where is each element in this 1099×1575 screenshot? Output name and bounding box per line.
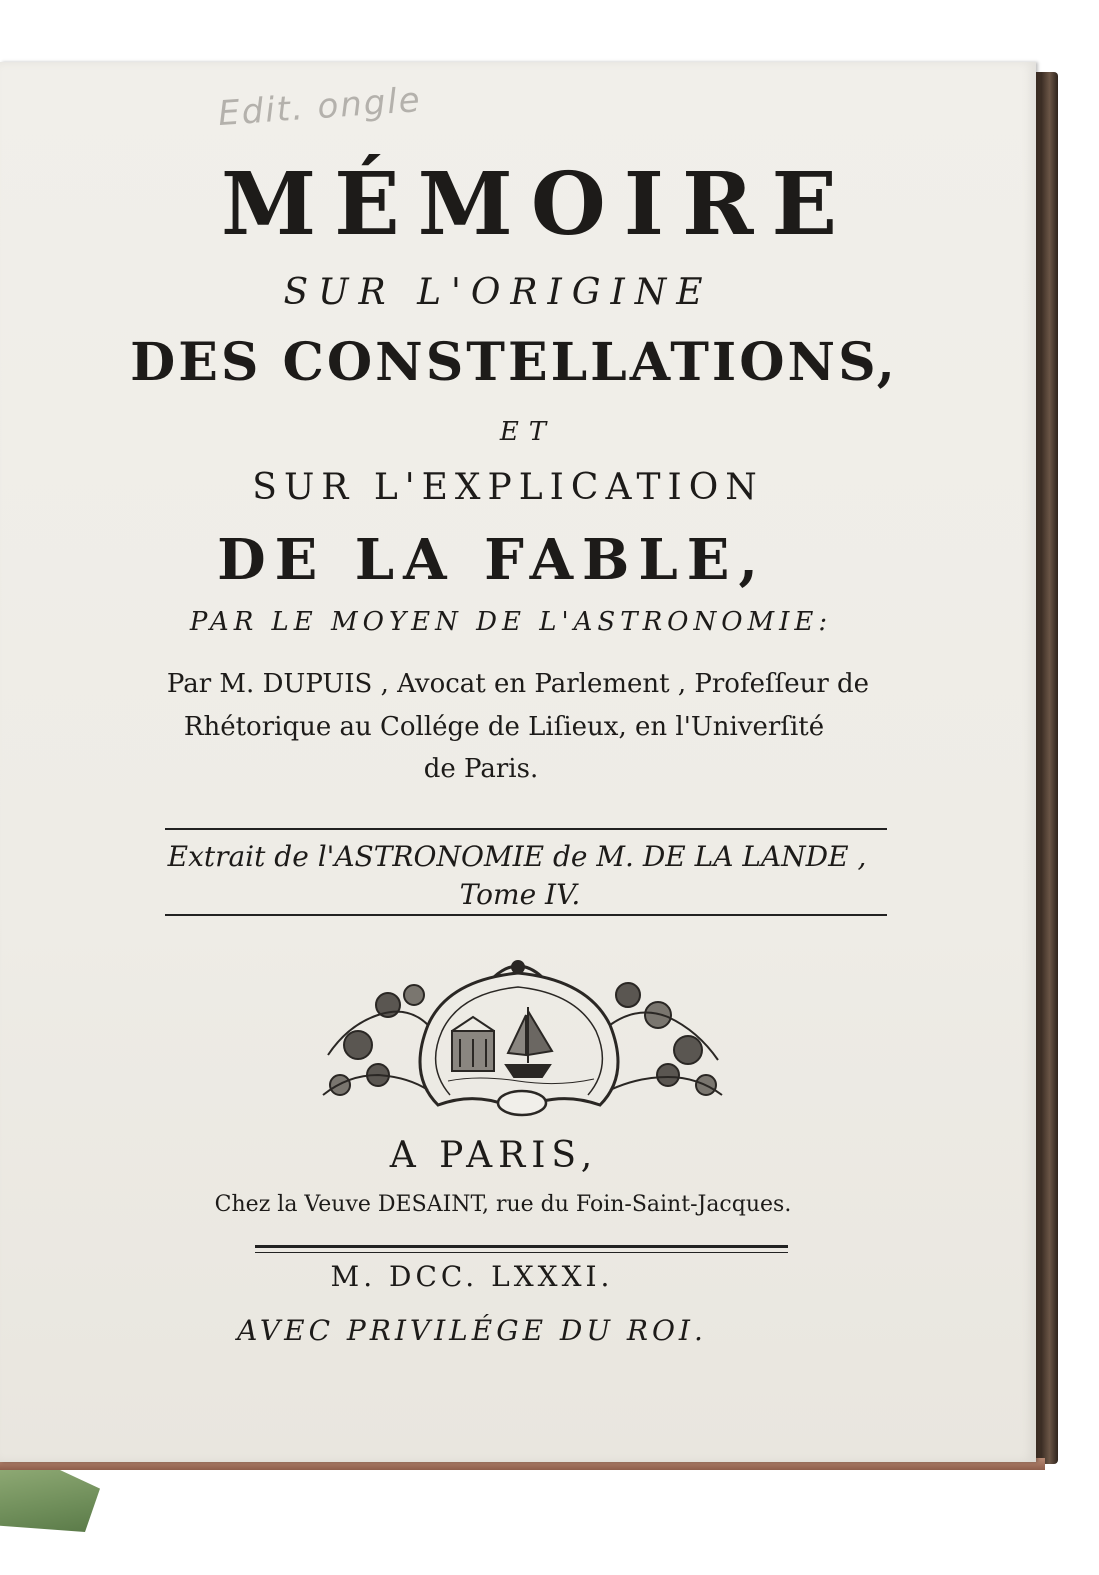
- title-page: [0, 62, 1036, 1462]
- subtitle-origine: SUR L'ORIGINE: [283, 272, 713, 313]
- ribbon-bookmark: [0, 1470, 100, 1532]
- divider-rule: [165, 914, 887, 916]
- double-rule-thick: [255, 1245, 788, 1248]
- extract-line: Extrait de l'ASTRONOMIE de M. DE LA LANDE ,: [167, 840, 867, 873]
- royal-privilege: AVEC PRIVILÉGE DU ROI.: [237, 1314, 707, 1347]
- author-line: Par M. DUPUIS , Avocat en Parlement , Profeſſeur de: [166, 669, 870, 699]
- subtitle-explication: SUR L'EXPLICATION: [252, 467, 764, 508]
- author-line: Rhétorique au Collége de Liſieux, en l'Univerſité: [183, 712, 825, 742]
- conjunction-et: ET: [499, 417, 557, 447]
- title-constellations: DES CONSTELLATIONS,: [130, 332, 898, 393]
- engraved-vignette: [318, 955, 726, 1121]
- author-line: de Paris.: [423, 754, 539, 784]
- divider-rule: [165, 828, 887, 830]
- main-title: MÉMOIRE: [220, 154, 856, 255]
- imprint-place: A PARIS,: [389, 1135, 599, 1176]
- pencil-annotation: Edit. ongle: [216, 79, 423, 135]
- title-fable: DE LA FABLE,: [217, 527, 767, 593]
- double-rule-thin: [255, 1252, 788, 1253]
- imprint-publisher: Chez la Veuve DESAINT, rue du Foin-Saint-Jacques.: [214, 1192, 792, 1217]
- extract-line: Tome IV.: [459, 878, 581, 911]
- imprint-date: M. DCC. LXXXI.: [330, 1260, 614, 1293]
- subtitle-moyen: PAR LE MOYEN DE L'ASTRONOMIE:: [189, 607, 833, 637]
